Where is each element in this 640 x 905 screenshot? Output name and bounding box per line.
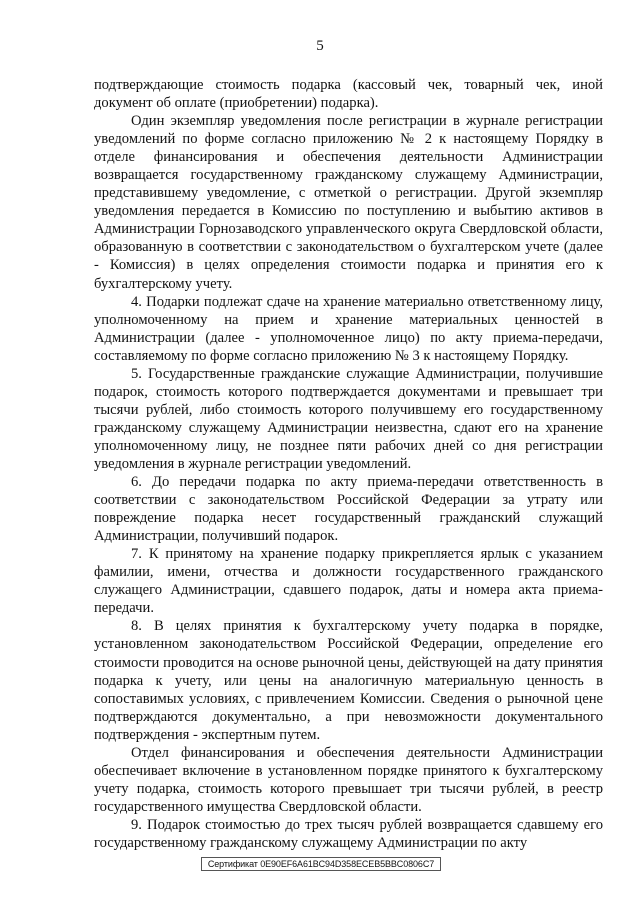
document-body [94,76,603,852]
paragraph-receipt-continuation: подтверждающие стоимость подарка (кассовый чек, товарный чек, иной документ об оплате (приобретении) подарка). [94,77,603,112]
paragraph-item-7: 7. К принятому на хранение подарку прикрепляется ярлык с указанием фамилии, имени, отчества и должности государственного гражданского служащего Администрации, сдавшего подарок, даты и номера акта приема- передачи. [94,546,603,617]
paragraph-notification-copy: Один экземпляр уведомления после регистрации в журнале регистрации уведомлений по форме согласно приложению № 2 к настоящему Порядку в отделе финансирования и обеспечения деятельности Администрации возвращается государственному гражданскому служащему Администрации, представившему уведомление, с отметкой о регистрации. Другой экземпляр уведомления передается в Комиссию по поступлению и выбытию активов в Администрации Горнозаводского управленческого округа Свердловской области, образованную в соответствии с законодательством о бухгалтерском учете (далее - Комиссия) в целях определения стоимости подарка и принятия его к бухгалтерскому учету. [94,113,603,292]
certificate-stamp: Сертификат 0E90EF6A61BC94D358ECEB5BBC0806C7 [201,857,441,871]
paragraph-finance-department: Отдел финансирования и обеспечения деятельности Администрации обеспечивает включение в установленном порядке принятого к бухгалтерскому учету подарка, стоимость которого превышает три тысячи рублей, в реестр государственного имущества Свердловской области. [94,744,603,815]
paragraph-item-9: 9. Подарок стоимостью до трех тысяч рублей возвращается сдавшему его государственному гражданскому служащему Администрации по акту [94,816,603,851]
page-number: 5 [316,38,324,54]
paragraph-item-6: 6. До передачи подарка по акту приема-передачи ответственность в соответствии с законодательством Российской Федерации за утрату или повреждение подарка несет государственный гражданский служащий Администрации, получивший подарок. [94,474,603,545]
paragraph-item-8: 8. В целях принятия к бухгалтерскому учету подарка в порядке, установленном законодательством Российской Федерации, определение его стоимости проводится на основе рыночной цены, действующей на дату принятия подарка к учету, или цены на аналогичную материальную ценность в сопоставимых условиях, с привлечением Комиссии. Сведения о рыночной цене подтверждаются документально, а при невозможности документального подтверждения - экспертным путем. [94,618,603,743]
paragraph-item-5: 5. Государственные гражданские служащие Администрации, получившие подарок, стоимость которого подтверждается документами и превышает три тысячи рублей, либо стоимость которого получившему его государственному гражданскому служащему Администрации неизвестна, сдают его на хранение уполномоченному лицу, не позднее пяти рабочих дней со дня регистрации уведомления в журнале регистрации уведомлений. [94,365,603,472]
paragraph-item-4: 4. Подарки подлежат сдаче на хранение материально ответственному лицу, уполномоченному на прием и хранение материальных ценностей в Администрации (далее - уполномоченное лицо) по акту приема-передачи, составляемому по форме согласно приложению № 3 к настоящему Порядку. [94,293,603,364]
